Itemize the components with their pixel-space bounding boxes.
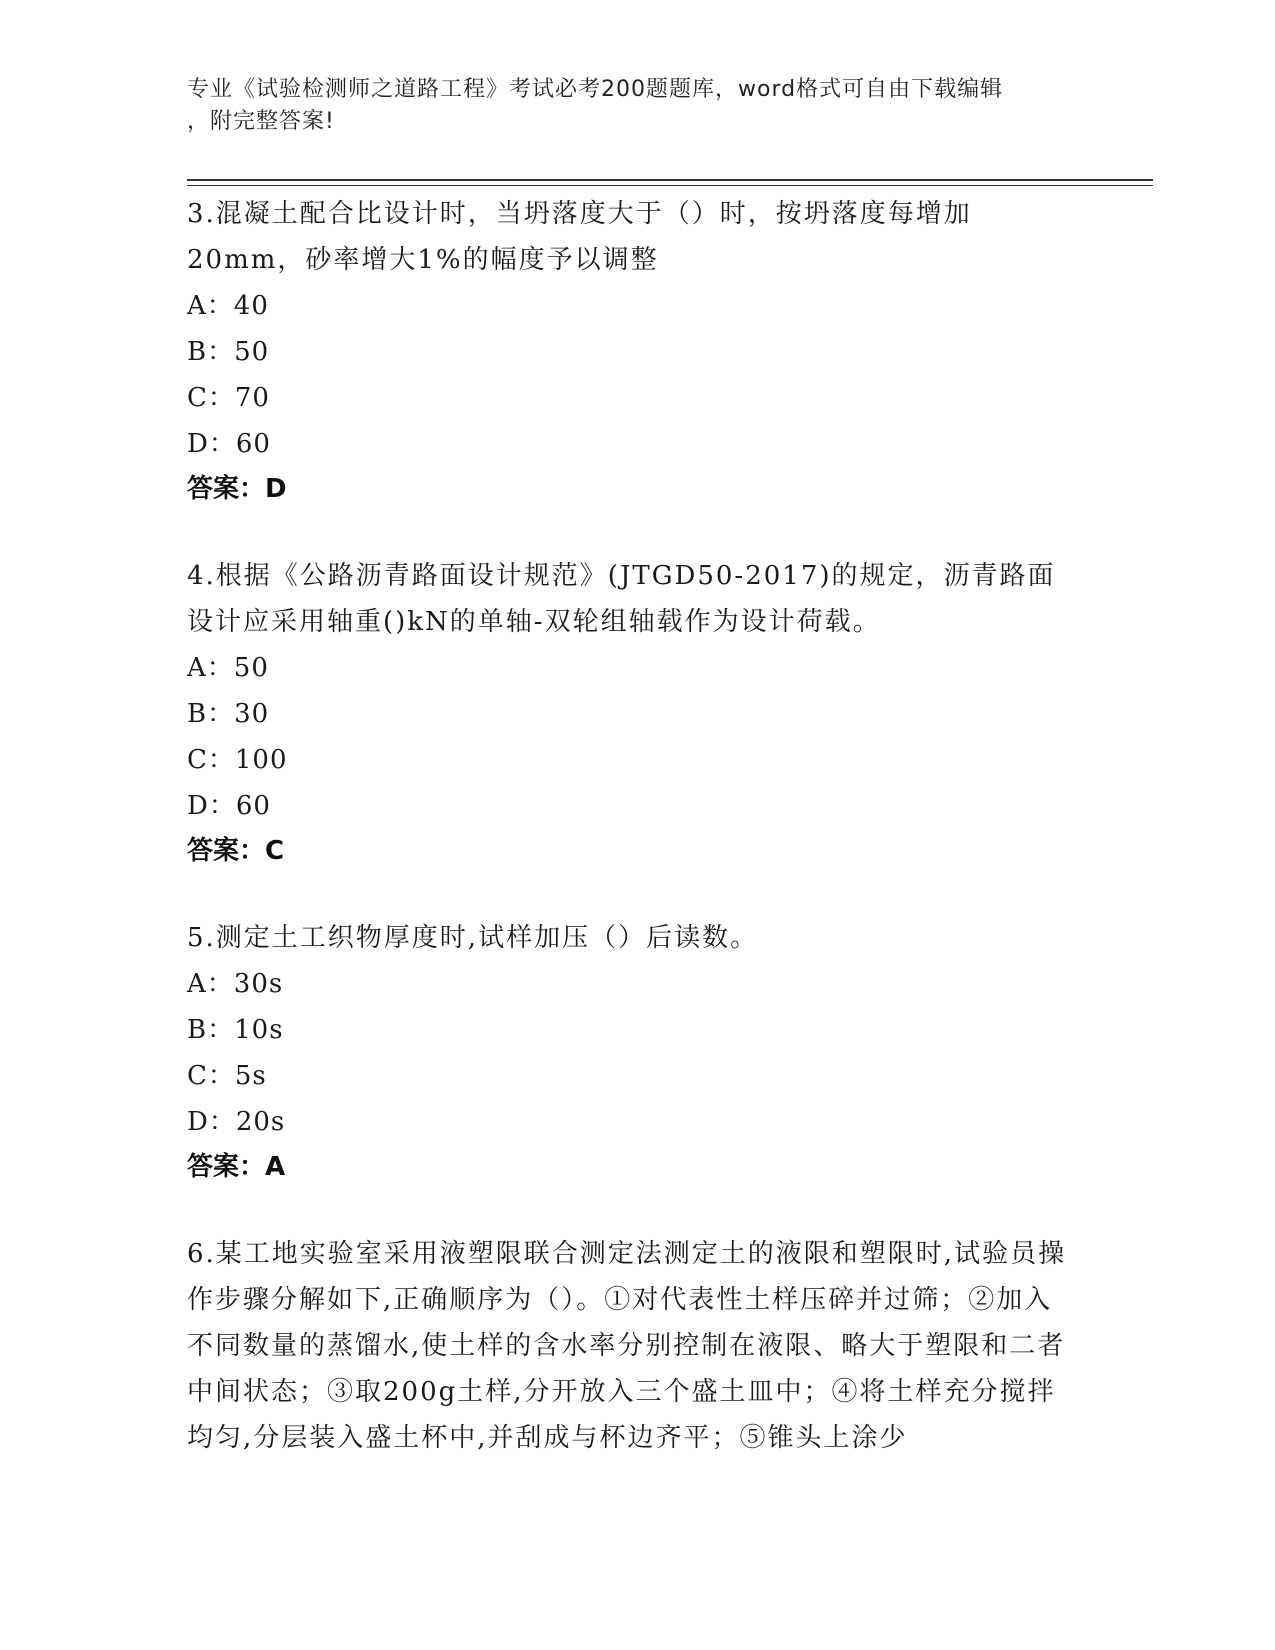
question-list — [187, 191, 1087, 1503]
option-d: D：20s — [187, 1107, 286, 1137]
header-line-1: 专业《试验检测师之道路工程》考试必考200题题库，word格式可自由下载编辑 — [187, 77, 1004, 102]
option-a: A：30s — [187, 969, 284, 999]
question-6 — [187, 1231, 1087, 1461]
header-line-2: ，附完整答案! — [187, 109, 335, 134]
option-b: B：50 — [187, 337, 270, 367]
answer-line: 答案：C — [187, 836, 285, 866]
question-text: 5.测定土工织物厚度时,试样加压（）后读数。 — [187, 923, 759, 953]
option-c: C：70 — [187, 383, 270, 413]
option-b: B：30 — [187, 699, 270, 729]
option-c: C：100 — [187, 745, 288, 775]
question-text: 4.根据《公路沥青路面设计规范》(JTGD50-2017)的规定，沥青路面设计应采用轴重()kN的单轴-双轮组轴载作为设计荷载。 — [187, 561, 1056, 637]
option-b: B：10s — [187, 1015, 284, 1045]
option-c: C：5s — [187, 1061, 267, 1091]
question-text: 6.某工地实验室采用液塑限联合测定法测定土的液限和塑限时,试验员操作步骤分解如下,正确顺序为（）。①对代表性土样压碎并过筛；②加入不同数量的蒸馏水,使土样的含水率分别控制在液限、略大于塑限和二者中间状态；③取200g土样,分开放入三个盛土皿中；④将土样充分搅拌均匀,分层装入盛土杯中,并刮成与杯边齐平；⑤锥头上涂少 — [187, 1239, 1067, 1453]
question-4 — [187, 553, 1087, 873]
question-3 — [187, 191, 1087, 511]
option-a: A：40 — [187, 291, 269, 321]
header-divider-thick — [187, 179, 1153, 181]
option-a: A：50 — [187, 653, 269, 683]
answer-line: 答案：A — [187, 1152, 286, 1182]
question-text: 3.混凝土配合比设计时，当坍落度大于（）时，按坍落度每增加20mm，砂率增大1%的幅度予以调整 — [187, 199, 972, 275]
option-d: D：60 — [187, 429, 271, 459]
question-5 — [187, 915, 1087, 1189]
answer-line: 答案：D — [187, 474, 287, 504]
option-d: D：60 — [187, 791, 271, 821]
header-divider-thin — [187, 185, 1153, 186]
document-header — [187, 74, 1067, 138]
